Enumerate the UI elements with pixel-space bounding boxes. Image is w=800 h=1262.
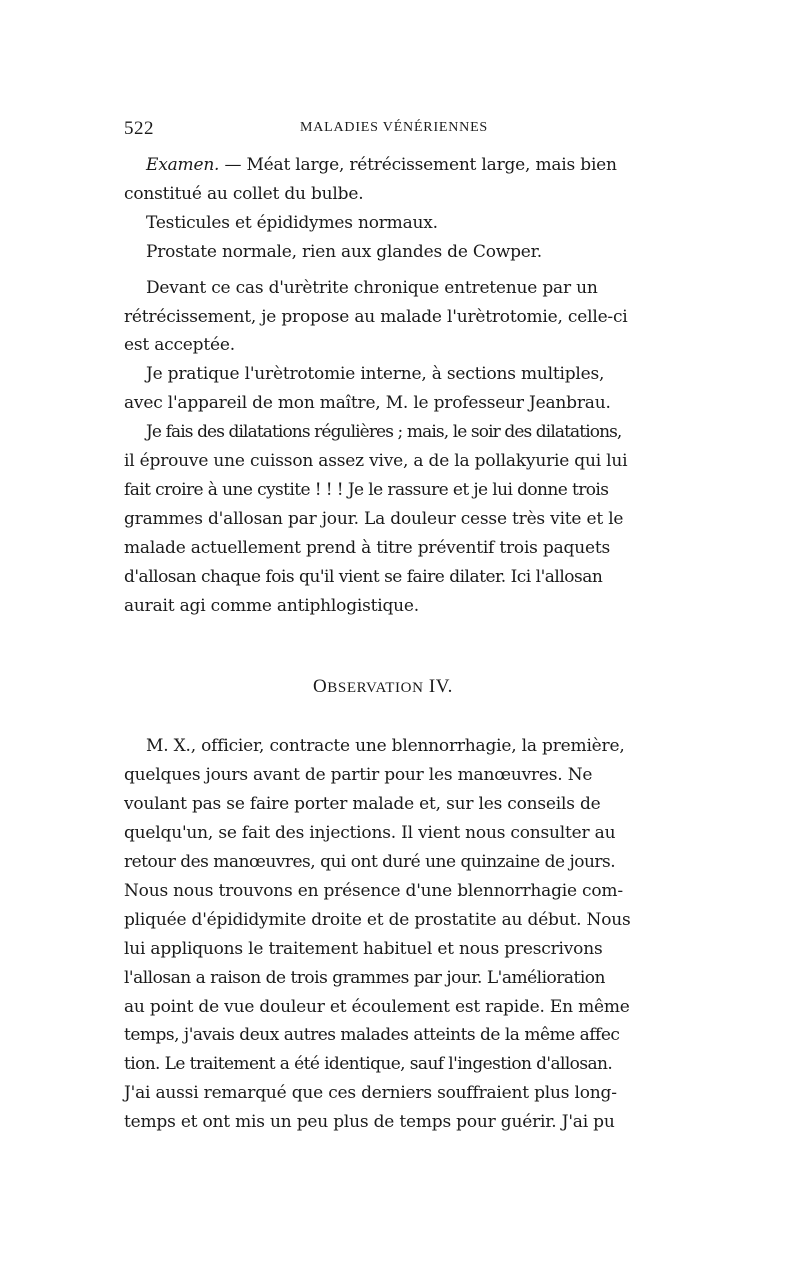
- text-line: J'ai aussi remarqué que ces derniers souffraient plus long-: [124, 1083, 617, 1104]
- text-line: quelques jours avant de partir pour les manœuvres. Ne: [124, 765, 593, 786]
- examen-paragraph: [124, 151, 672, 267]
- text-line: Je fais des dilatations régulières ; mais, le soir des dilatations,: [146, 422, 622, 443]
- text-line: Prostate normale, rien aux glandes de Cowper.: [146, 241, 542, 262]
- text-line: avec l'appareil de mon maître, M. le professeur Jeanbrau.: [124, 393, 611, 414]
- paragraph-dilatations: [124, 418, 672, 620]
- text-line: grammes d'allosan par jour. La douleur cesse très vite et le: [124, 508, 624, 529]
- paragraph-urethrotomie-proposal: [124, 274, 672, 361]
- text-line: M. X., officier, contracte une blennorrhagie, la première,: [146, 736, 625, 757]
- text-line: Examen. — Méat large, rétrécissement large, mais bien: [146, 155, 617, 175]
- examen-label: Examen.: [146, 155, 220, 175]
- text-line: rétrécissement, je propose au malade l'urètrotomie, celle-ci: [124, 306, 628, 327]
- text-line: aurait agi comme antiphlogistique.: [124, 595, 419, 616]
- paragraph-urethrotomie-interne: [124, 360, 672, 418]
- running-title: MALADIES VÉNÉRIENNES: [300, 120, 489, 135]
- text-line: temps, j'avais deux autres malades atteints de la même affec: [124, 1025, 620, 1046]
- text-line: l'allosan a raison de trois grammes par jour. L'amélioration: [124, 967, 605, 988]
- text-line: il éprouve une cuisson assez vive, a de la pollakyurie qui lui: [124, 451, 628, 472]
- text-line: Devant ce cas d'urètrite chronique entretenue par un: [146, 277, 598, 298]
- text-line: lui appliquons le traitement habituel et nous prescrivons: [124, 938, 603, 959]
- text-line: au point de vue douleur et écoulement est rapide. En même: [124, 996, 630, 1017]
- text-line: pliquée d'épididymite droite et de prostatite au début. Nous: [124, 909, 631, 930]
- observation-paragraph: [124, 732, 672, 1137]
- text-line: retour des manœuvres, qui ont duré une quinzaine de jours.: [124, 852, 616, 873]
- text-line: temps et ont mis un peu plus de temps pour guérir. J'ai pu: [124, 1112, 615, 1133]
- text-line: constitué au collet du bulbe.: [124, 183, 364, 204]
- observation-initial: O: [312, 675, 328, 697]
- text-line: voulant pas se faire porter malade et, sur les conseils de: [124, 794, 601, 815]
- book-page: [124, 108, 672, 1137]
- observation-numeral: IV.: [428, 675, 454, 697]
- text-line: Je pratique l'urètrotomie interne, à sections multiples,: [146, 364, 605, 385]
- page-number: 522: [124, 118, 154, 139]
- text-line: malade actuellement prend à titre préventif trois paquets: [124, 537, 610, 558]
- observation-word: BSERVATION: [327, 679, 424, 696]
- text-line: d'allosan chaque fois qu'il vient se faire dilater. Ici l'allosan: [124, 566, 603, 587]
- text-line: Testicules et épididymes normaux.: [146, 212, 438, 233]
- text-line: est acceptée.: [124, 335, 235, 356]
- text-line: Nous nous trouvons en présence d'une blennorrhagie com-: [124, 880, 623, 901]
- body-text: [124, 151, 672, 1137]
- observation-heading: [124, 673, 672, 703]
- text-line: fait croire à une cystite ! ! ! Je le rassure et je lui donne trois: [124, 479, 609, 500]
- running-head: [124, 108, 672, 138]
- text-line: quelqu'un, se fait des injections. Il vient nous consulter au: [124, 823, 616, 844]
- text-line: tion. Le traitement a été identique, sauf l'ingestion d'allosan.: [124, 1054, 613, 1075]
